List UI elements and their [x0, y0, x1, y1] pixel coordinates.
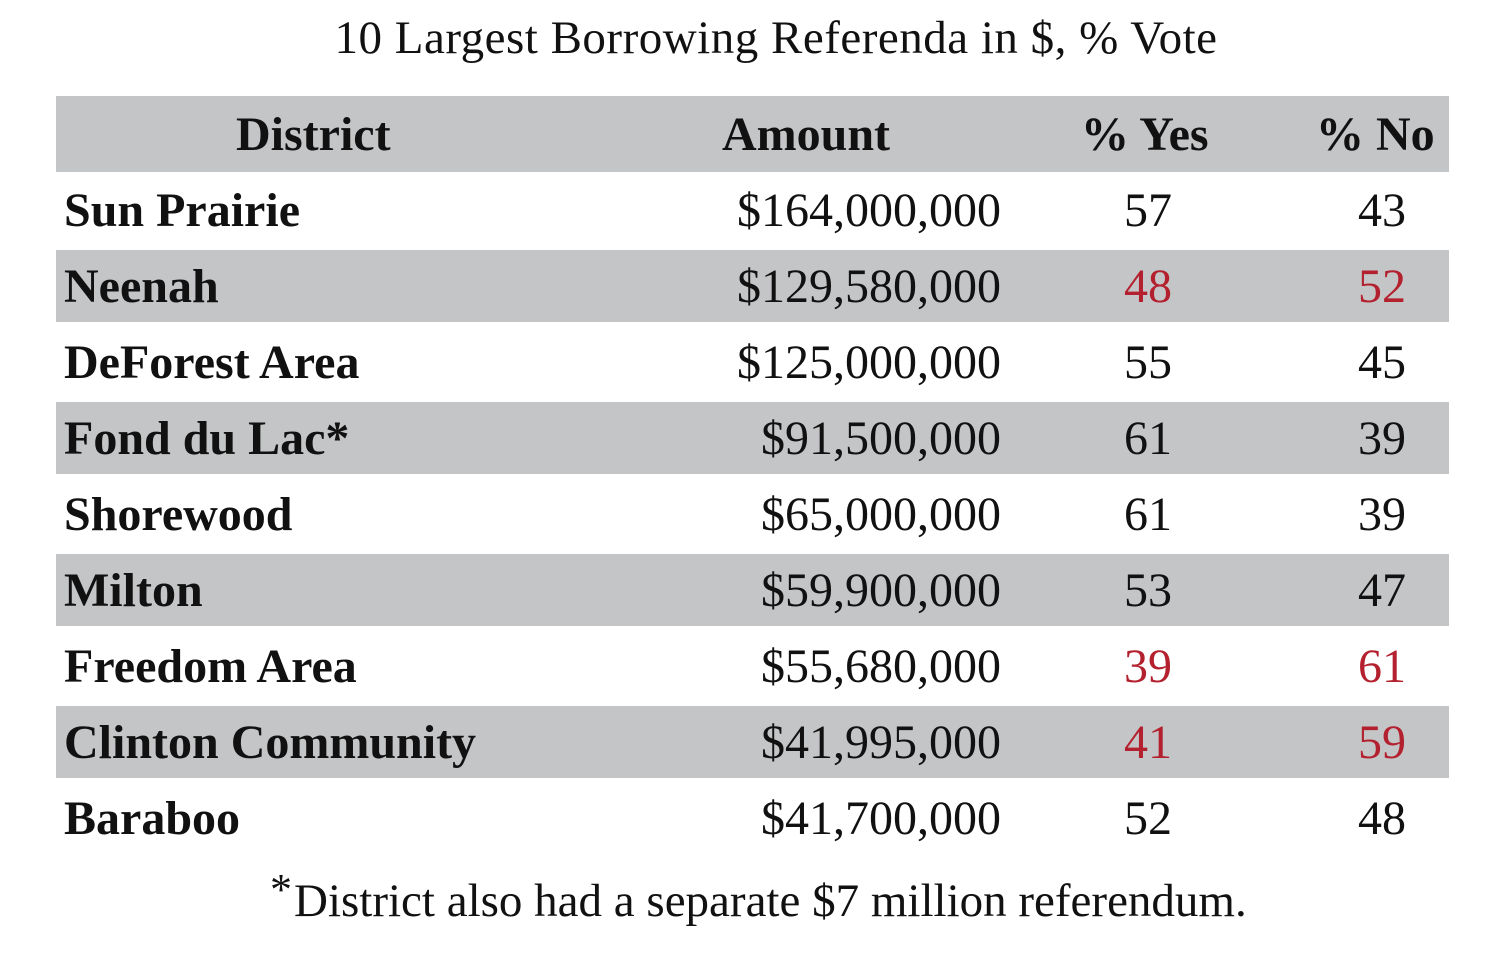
district-cell: Clinton Community: [64, 715, 477, 769]
district-cell: Fond du Lac*: [64, 411, 350, 465]
table-row: Clinton Community $41,995,000 41 59: [56, 704, 1449, 780]
amount-cell: $41,700,000: [761, 791, 1001, 845]
table-title: 10 Largest Borrowing Referenda in $, % Vote: [334, 12, 1218, 64]
column-header-yes: % Yes: [1081, 107, 1209, 161]
district-cell: Sun Prairie: [64, 183, 300, 237]
amount-cell: $55,680,000: [761, 639, 1001, 693]
district-cell: Milton: [64, 563, 203, 617]
column-header-district: District: [236, 107, 391, 161]
table-row: Fond du Lac* $91,500,000 61 39: [56, 400, 1449, 476]
amount-cell: $65,000,000: [761, 487, 1001, 541]
district-cell: Neenah: [64, 259, 219, 313]
table-row: Baraboo $41,700,000 52 48: [56, 780, 1449, 856]
district-cell: Baraboo: [64, 791, 241, 845]
district-cell: DeForest Area: [64, 335, 360, 389]
amount-cell: $59,900,000: [761, 563, 1001, 617]
referenda-table: [56, 96, 1449, 856]
table-row: Shorewood $65,000,000 61 39: [56, 476, 1449, 552]
amount-cell: $41,995,000: [761, 715, 1001, 769]
column-header-no: % No: [1316, 107, 1435, 161]
column-header-amount: Amount: [722, 107, 891, 161]
table-row: Neenah $129,580,000 48 52: [56, 248, 1449, 324]
district-cell: Shorewood: [64, 487, 293, 541]
table-row: Milton $59,900,000 53 47: [56, 552, 1449, 628]
footnote-text: District also had a separate $7 million referendum.: [294, 875, 1247, 927]
table-row: Sun Prairie $164,000,000 57 43: [56, 172, 1449, 248]
amount-cell: $91,500,000: [761, 411, 1001, 465]
district-cell: Freedom Area: [64, 639, 357, 693]
table-row: Freedom Area $55,680,000 39 61: [56, 628, 1449, 704]
table-body: [56, 172, 1449, 856]
table-row: DeForest Area $125,000,000 55 45: [56, 324, 1449, 400]
footnote-marker: *: [270, 865, 292, 914]
amount-cell: $125,000,000: [737, 335, 1001, 389]
amount-cell: $129,580,000: [737, 259, 1001, 313]
footnote: [270, 858, 1247, 933]
amount-cell: $164,000,000: [737, 183, 1001, 237]
table-header: [56, 96, 1449, 172]
